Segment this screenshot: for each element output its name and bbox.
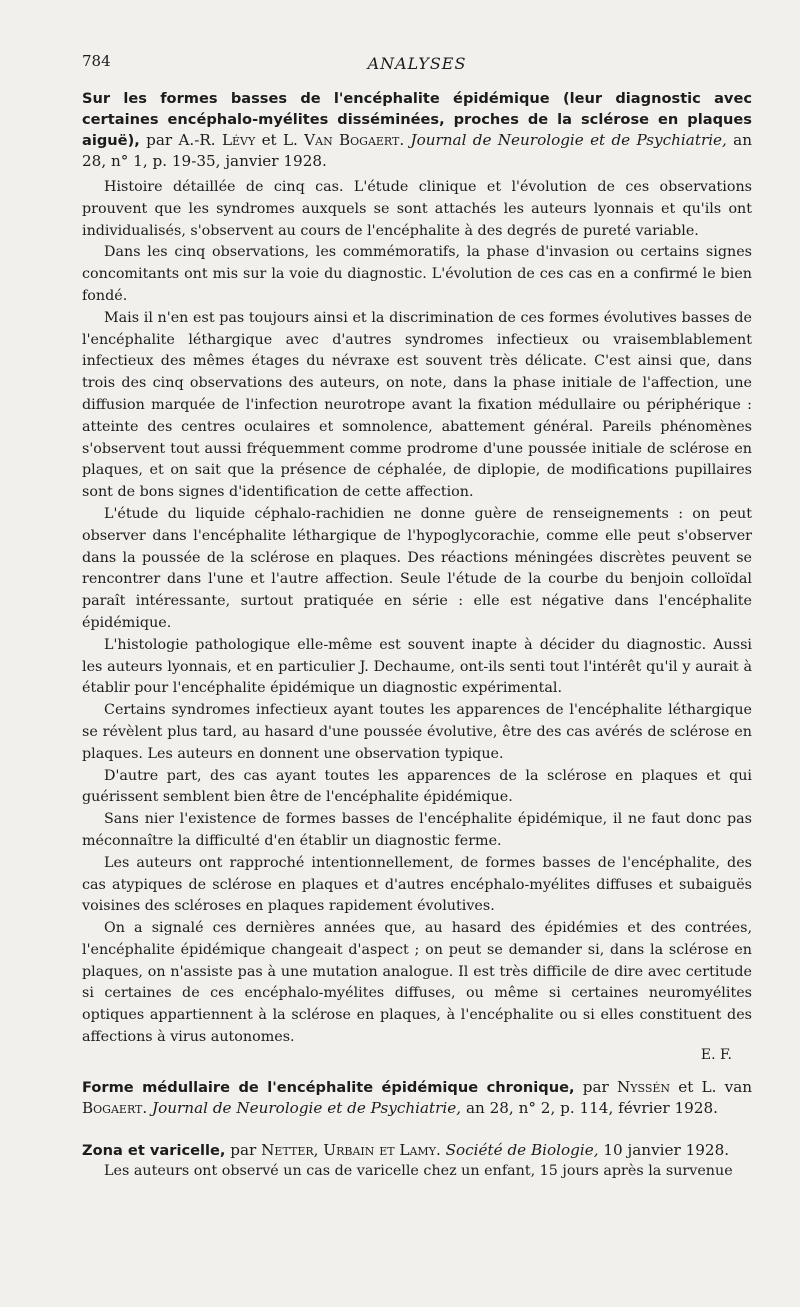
article-3-authors: Netter, Urbain et Lamy. <box>261 1140 441 1159</box>
paragraph: Dans les cinq observations, les commémoratifs, la phase d'invasion ou certains signes concomitants ont mis sur la voie du diagnostic. L'évolution de ces cas en a confirmé le bien fondé. <box>82 244 752 304</box>
paragraph: Mais il n'en est pas toujours ainsi et la discrimination de ces formes évolutives basses de l'encéphalite léthargique avec d'autres syndromes infectieux ou vraisemblablement infectieux des mêmes étages du névraxe est souvent très délicate. C'est ainsi que, dans trois des cinq observations des auteurs, on note, dans la phase initiale de l'affection, une diffusion marquée de l'infection neurotrope avant la fixation médullaire ou périphérique : atteinte des centres oculaires et somnolence, abattement général. Pareils phénomènes s'observent tout aussi fréquemment comme prodrome d'une poussée initiale de sclérose en plaques, et on sait que la présence de céphalée, de diplopie, de modifications pupillaires sont de bons signes d'identification de cette affection. <box>82 309 752 501</box>
article-1-author-2: Van Bogaert. <box>304 131 405 149</box>
article-1-authors-prefix: par A.-R. <box>146 131 216 149</box>
paragraph: On a signalé ces dernières années que, au hasard des épidémies et des contrées, l'encéphalite épidémique changeait d'aspect ; on peut se demander si, dans la sclérose en plaques, on n'assiste pas à une mutation analogue. Il est très difficile de dire avec certitude si certaines de ces encéphalo-myélites diffuses, ou même si certaines neuromyélites optiques appartiennent à la sclérose en plaques, à l'encéphalite ou si elles constituent des affections à virus autonomes. <box>82 920 752 1046</box>
article-2-by: par <box>582 1077 609 1096</box>
paragraph: D'autre part, des cas ayant toutes les apparences de la sclérose en plaques et qui guérissent semblent bien être de l'encéphalite épidémique. <box>82 767 752 806</box>
article-1-title: Sur les formes basses de l'encéphalite épidémique (leur diagnostic avec certaines encéphalo-myélites disséminées, proches de la sclérose en plaques aiguë), <box>82 90 752 149</box>
page-header <box>82 52 752 78</box>
article-3-journal: Société de Biologie, <box>445 1140 599 1159</box>
article-3-citation: 10 janvier 1928. <box>603 1140 730 1159</box>
paragraph: Les auteurs ont rapproché intentionnellement, de formes basses de l'encéphalite, des cas atypiques de sclérose en plaques et d'autres encéphalo-myélites diffuses et subaiguës voisines des scléroses en plaques rapidement évolutives. <box>82 854 752 915</box>
article-1-and: et L. <box>261 131 298 149</box>
article-1-heading <box>82 88 752 171</box>
article-1-author-1: Lévy <box>221 131 256 149</box>
article-2-journal: Journal de Neurologie et de Psychiatrie, <box>152 1098 462 1117</box>
page-body <box>82 88 752 1183</box>
paragraph: Les auteurs ont observé un cas de varicelle chez un enfant, 15 jours après la survenue <box>104 1162 733 1179</box>
article-3-heading <box>82 1140 752 1161</box>
article-3-title: Zona et varicelle, <box>82 1141 226 1159</box>
article-2-title: Forme médullaire de l'encéphalite épidémique chronique, <box>82 1078 575 1096</box>
paragraph: L'étude du liquide céphalo-rachidien ne donne guère de renseignements : on peut observer dans l'encéphalite léthargique de l'hypoglycorachie, comme elle peut s'observer dans la poussée de la sclérose en plaques. Des réactions méningées discrètes peuvent se rencontrer dans l'une et l'autre affection. Seule l'étude de la courbe du benjoin colloïdal paraît intéressante, surtout pratiquée en série : elle est négative dans l'encéphalite épidémique. <box>82 505 752 631</box>
article-1-citation: an 28, n° 1, p. 19-35, janvier 1928. <box>82 131 753 170</box>
running-head: ANALYSES <box>367 54 467 73</box>
article-2-and: et L. van <box>678 1077 753 1096</box>
article-2-author-2: Bogaert. <box>82 1098 148 1117</box>
page-number: 784 <box>82 52 111 70</box>
article-2-citation: an 28, n° 2, p. 114, février 1928. <box>465 1098 718 1117</box>
article-2-author-1: Nyssén <box>616 1077 671 1096</box>
paragraph: Certains syndromes infectieux ayant toutes les apparences de l'encéphalite léthargique se révèlent plus tard, au hasard d'une poussée évolutive, être des cas avérés de sclérose en plaques. Les auteurs en donnent une observation typique. <box>82 702 752 762</box>
paragraph: Sans nier l'existence de formes basses de l'encéphalite épidémique, il ne faut donc pas méconnaître la difficulté d'en établir un diagnostic ferme. <box>82 811 752 849</box>
article-3-by: par <box>230 1140 257 1159</box>
article-1-journal: Journal de Neurologie et de Psychiatrie, <box>410 131 727 149</box>
article-2-heading <box>82 1077 752 1118</box>
paragraph: L'histologie pathologique elle-même est souvent inapte à décider du diagnostic. Aussi les auteurs lyonnais, et en particulier J. Dechaume, ont-ils senti tout l'intérêt qu'il y aurait à établir pour l'encéphalite épidémique un diagnostic expérimental. <box>82 636 752 697</box>
signature: E. F. <box>700 1046 732 1063</box>
paragraph: Histoire détaillée de cinq cas. L'étude clinique et l'évolution de ces observations prouvent que les syndromes auxquels se sont attachés les auteurs lyonnais et qu'ils ont individualisés, s'observent au cours de l'encéphalite à des degrés de pureté variable. <box>82 179 752 239</box>
